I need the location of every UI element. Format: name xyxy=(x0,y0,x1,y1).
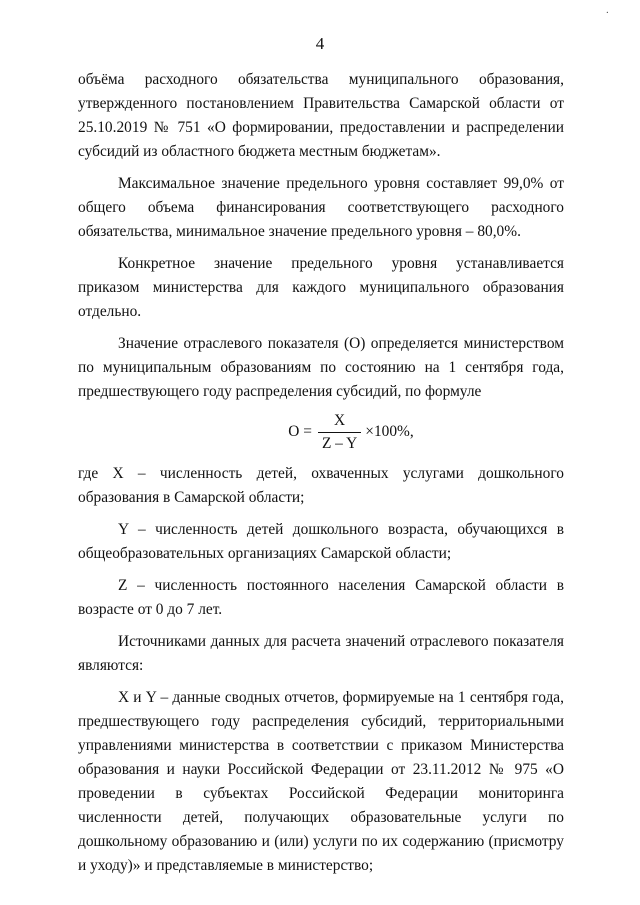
page-number: 4 xyxy=(315,34,325,53)
paragraph-specific-level: Конкретное значение предельного уровня устанавливается приказом министерства для каждого муниципального образования отдельно. xyxy=(78,255,564,320)
scan-corner-mark: . xyxy=(606,4,609,16)
definition-z: Z – численность постоянного населения Самарской области в возрасте от 0 до 7 лет. xyxy=(78,577,564,618)
formula-denominator: Z – Y xyxy=(321,434,358,452)
document-body xyxy=(78,68,564,886)
paragraph-continuation: объёма расходного обязательства муниципального образования, утвержденного постановлением Правительства Самарской области от 25.10.2019 № 751 «О формировании, предоставлении и распределении субсидий из областного бюджета местным бюджетам». xyxy=(78,71,564,160)
indicator-formula xyxy=(78,406,564,458)
formula-numerator: X xyxy=(334,411,346,429)
paragraph-sources-intro: Источниками данных для расчета значений отраслевого показателя являются: xyxy=(78,633,564,674)
definition-y: Y – численность детей дошкольного возраста, обучающихся в общеобразовательных организациях Самарской области; xyxy=(78,521,564,562)
paragraph-max-level: Максимальное значение предельного уровня составляет 99,0% от общего объема финансирования соответствующего расходного обязательства, минимальное значение предельного уровня – 80,0%. xyxy=(78,175,564,240)
formula-rhs: ×100%, xyxy=(365,423,414,440)
paragraph-sources-xy: X и Y – данные сводных отчетов, формируемые на 1 сентября года, предшествующего году распределения субсидий, территориальными управлениями министерства в соответствии с приказом Министерства образования и науки Российской Федерации от 23.11.2012 № 975 «О проведении в субъектах Российской Федерации мониторинга численности детей, получающих образовательные услуги по дошкольному образованию и (или) услуги по их содержанию (присмотру и уходу)» и представляемые в министерство; xyxy=(78,689,564,874)
formula-lhs: O = xyxy=(288,423,312,440)
definition-x: где X – численность детей, охваченных услугами дошкольного образования в Самарской области; xyxy=(78,465,564,506)
formula-fraction xyxy=(318,411,361,454)
paragraph-indicator-intro: Значение отраслевого показателя (О) определяется министерством по муниципальным образованиям по состоянию на 1 сентября года, предшествующего году распределения субсидий, по формуле xyxy=(78,335,564,400)
